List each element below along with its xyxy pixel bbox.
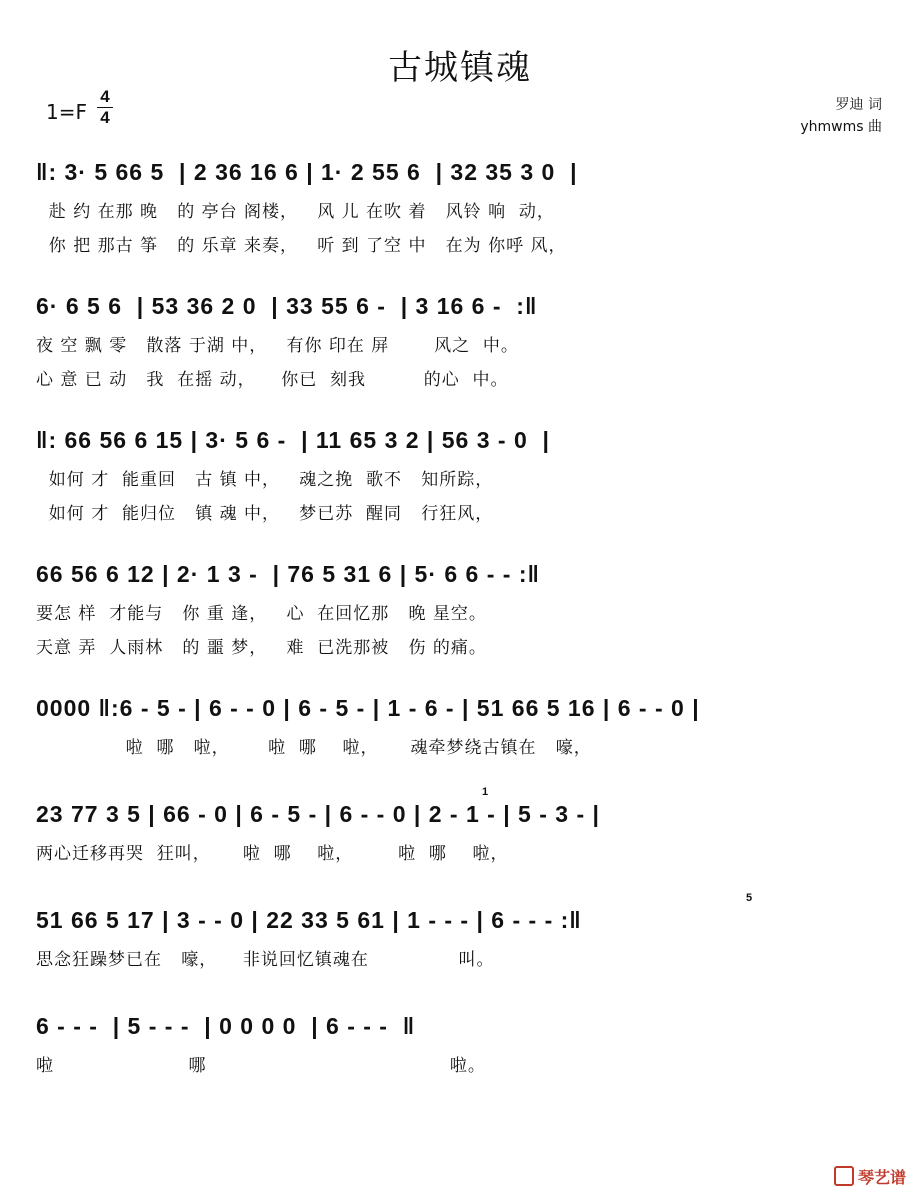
notation-line: 6· 6 5 6 | 53 36 2 0 | 33 55 6 - | 3 16 6 - :‖ [36,293,538,319]
lyric-line-1: 思念狂躁梦已在 嚎， 非说回忆镇魂在 叫。 [36,950,495,970]
lyric-line-1: 夜 空 飘 零 散落 于湖 中， 有你 印在 屏 风之 中。 [36,336,519,356]
grace-note: 1 [482,786,489,798]
grace-note: 5 [746,892,753,904]
notation-line: 23 77 3 5 | 66 - 0 | 6 - 5 - | 6 - - 0 | 2 - 1 - | 5 - 3 - | [36,801,600,827]
watermark-text: 琴艺谱 [857,1168,906,1187]
notation-line: 51 66 5 17 | 3 - - 0 | 22 33 5 61 | 1 - - - | 6 - - - :‖ [36,907,582,933]
lyric-line-1: 赴 约 在那 晚 的 亭台 阁楼， 风 儿 在吹 着 风铃 响 动， [36,202,555,222]
lyric-line-1: 啦 哪 啦。 [36,1056,486,1076]
notation-line: ‖: 66 56 6 15 | 3· 5 6 - | 11 65 3 2 | 56 3 - 0 | [36,427,550,453]
time-signature-bottom: 4 [100,108,110,127]
song-title: 古城镇魂 [388,48,532,88]
lyric-line-1: 两心迁移再哭 狂叫， 啦 哪 啦， 啦 哪 啦， [36,844,509,864]
notation-line: 0000 ‖:6 - 5 - | 6 - - 0 | 6 - 5 - | 1 - 6 - | 51 66 5 16 | 6 - - 0 | [36,695,700,721]
notation-line: ‖: 3· 5 66 5 | 2 36 16 6 | 1· 2 55 6 | 32 35 3 0 | [36,159,578,185]
lyric-line-2: 你 把 那古 筝 的 乐章 来奏， 听 到 了空 中 在为 你呼 风， [36,236,567,256]
watermark [834,1165,906,1188]
logo-icon [834,1166,854,1186]
lyric-line-2: 如何 才 能归位 镇 魂 中， 梦已苏 醒同 行狂风， [36,504,494,524]
key-signature: 1=F [46,100,87,124]
lyric-line-2: 天意 弄 人雨林 的 噩 梦， 难 已洗那被 伤 的痛。 [36,638,487,658]
lyric-line-1: 如何 才 能重回 古 镇 中， 魂之挽 歌不 知所踪， [36,470,494,490]
lyric-line-1: 啦 哪 啦， 啦 哪 啦， 魂牵梦绕古镇在 嚎， [36,738,592,758]
time-signature [97,88,113,127]
notation-line: 6 - - - | 5 - - - | 0 0 0 0 | 6 - - - ‖ [36,1013,416,1039]
lyricist-credit: 罗迪 词 [835,97,882,113]
notation-line: 66 56 6 12 | 2· 1 3 - | 76 5 31 6 | 5· 6 6 - - :‖ [36,561,540,587]
time-signature-top: 4 [100,87,110,106]
lyric-line-2: 心 意 已 动 我 在摇 动， 你已 刻我 的心 中。 [36,370,509,390]
composer-credit: yhmwms 曲 [800,119,882,135]
lyric-line-1: 要怎 样 才能与 你 重 逢， 心 在回忆那 晚 星空。 [36,604,487,624]
